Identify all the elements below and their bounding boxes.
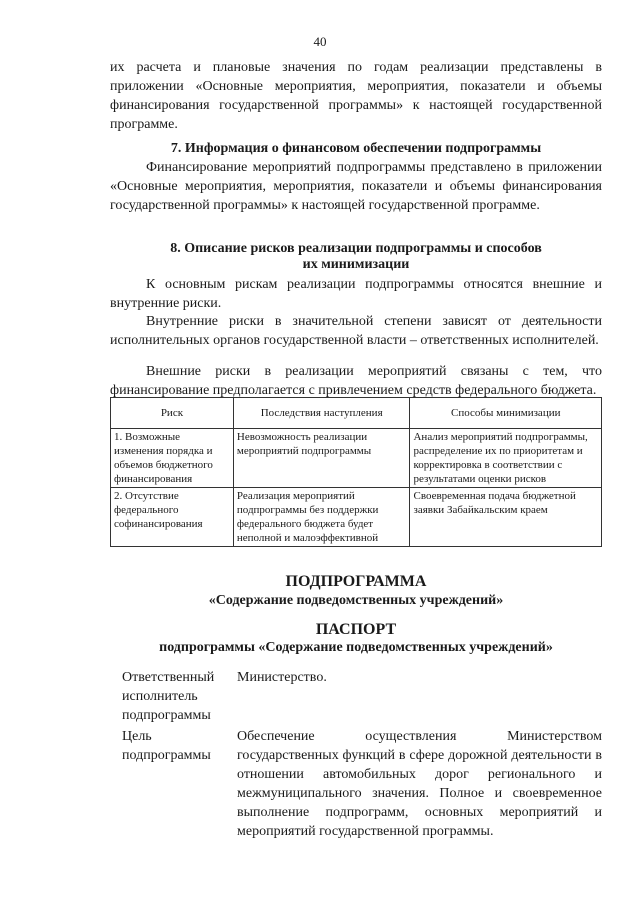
subprogram-title: ПОДПРОГРАММА bbox=[285, 573, 427, 590]
table-row bbox=[111, 429, 602, 488]
passport-subtitle: подпрограммы «Содержание подведомственных учреждений» bbox=[159, 640, 553, 655]
section-8-heading-line1: 8. Описание рисков реализации подпрограммы и способов bbox=[170, 241, 542, 256]
table-cell: Своевременная подача бюджетной заявки Забайкальским краем bbox=[410, 488, 602, 547]
passport-label-executor: Ответственный исполнитель подпрограммы bbox=[122, 670, 215, 723]
section-8-paragraph-2: Внутренние риски в значительной степени зависят от деятельности исполнительных органов государственной власти – ответственных исполнителей. bbox=[110, 314, 602, 348]
table-cell: 2. Отсутствие федерального софинансирования bbox=[111, 488, 234, 547]
intro-paragraph: их расчета и плановые значения по годам реализации представлены в приложении «Основные мероприятия, мероприятия, показатели и объемы финансирования государственной программы» к настоящей государственной программе. bbox=[110, 60, 602, 132]
passport-label-goal: Цель подпрограммы bbox=[122, 729, 211, 763]
table-cell: Анализ мероприятий подпрограммы, распределение их по приоритетам и корректировка в соответствии с результатами оценки рисков bbox=[410, 429, 602, 488]
risk-table bbox=[110, 397, 602, 547]
risk-header-consequences: Последствия наступления bbox=[233, 398, 410, 429]
table-cell: Реализация мероприятий подпрограммы без поддержки федерального бюджета будет неполной и малоэффективной bbox=[233, 488, 410, 547]
risk-header-risk: Риск bbox=[111, 398, 234, 429]
section-8-paragraph-1: К основным рискам реализации подпрограммы относятся внешние и внутренние риски. bbox=[110, 277, 602, 311]
passport-value-goal: Обеспечение осуществления Министерством государственных функций в сфере дорожной деятельности в отношении автомобильных дорог регионального и межмуниципального значения. Полное и своевременное выполнение подпрограмм, основных мероприятий и мероприятий государственной программы. bbox=[237, 729, 602, 839]
subprogram-name: «Содержание подведомственных учреждений» bbox=[208, 593, 504, 608]
table-cell: 1. Возможные изменения порядка и объемов бюджетного финансирования bbox=[111, 429, 234, 488]
section-7-text: Финансирование мероприятий подпрограммы представлено в приложении «Основные мероприятия, мероприятия, показатели и объемы финансирования государственной программы» к настоящей государственной программе. bbox=[110, 160, 602, 213]
page-number: 40 bbox=[313, 34, 327, 49]
risk-header-mitigation: Способы минимизации bbox=[410, 398, 602, 429]
section-8-heading-line2: их минимизации bbox=[302, 257, 410, 272]
risk-table-header-row bbox=[111, 398, 602, 429]
section-8-paragraph-3: Внешние риски в реализации мероприятий связаны с тем, что финансирование предполагается с привлечением средств федерального бюджета. bbox=[110, 364, 602, 398]
passport-title: ПАСПОРТ bbox=[315, 621, 397, 638]
table-row bbox=[111, 488, 602, 547]
passport-value-executor: Министерство. bbox=[237, 670, 327, 685]
table-cell: Невозможность реализации мероприятий подпрограммы bbox=[233, 429, 410, 488]
section-7-heading: 7. Информация о финансовом обеспечении подпрограммы bbox=[170, 141, 542, 156]
